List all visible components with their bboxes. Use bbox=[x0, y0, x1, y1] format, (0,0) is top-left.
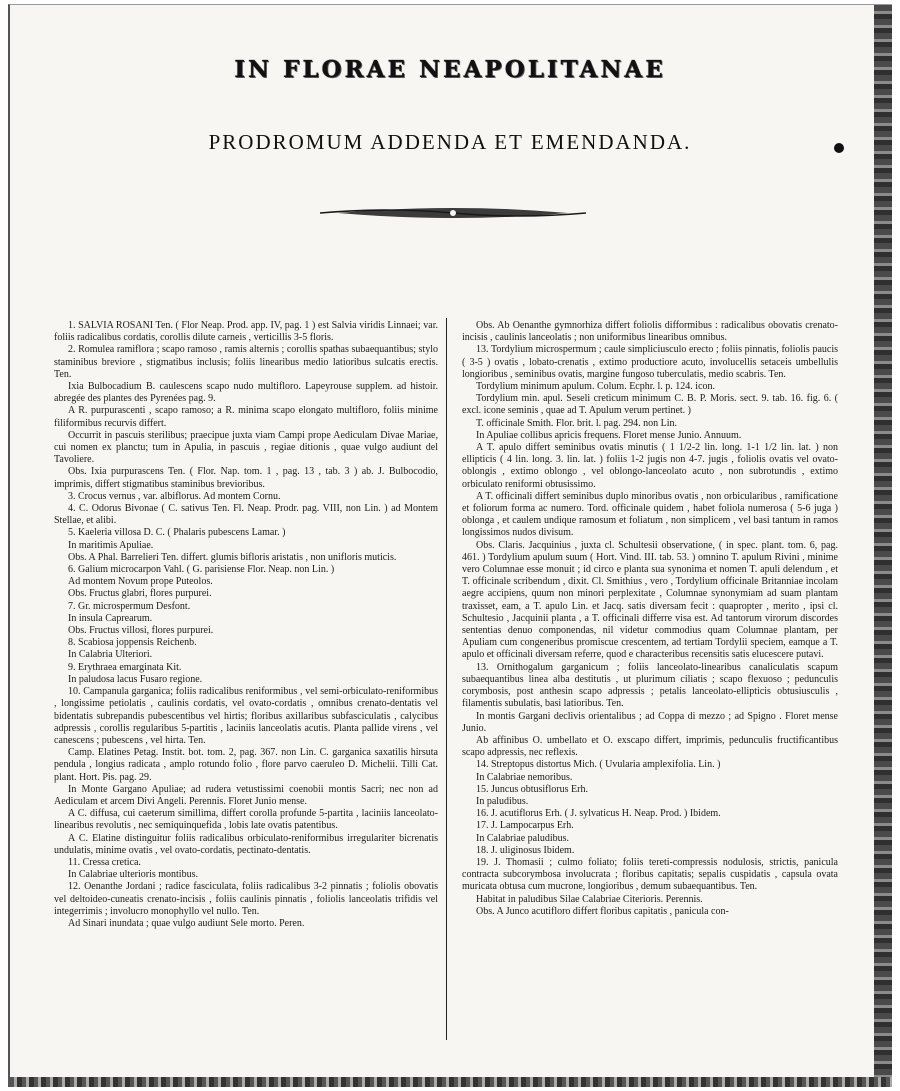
paragraph: Obs. Fructus glabri, flores purpurei. bbox=[68, 588, 212, 600]
paragraph: Tordylium min. apul. Seseli creticum minimum C. B. P. Moris. sect. 9. tab. 16. fig. 6. ( excl. icone seminis , quae ad T. Apulum verum pertinet. ) bbox=[462, 393, 838, 417]
paragraph: Obs. Fructus villosi, flores purpurei. bbox=[68, 625, 214, 637]
paragraph: Ixia Bulbocadium B. caulescens scapo nudo multifloro. Lapeyrouse supplem. ad histoir. abregée des plantes des Pyrenées pag. 9. bbox=[54, 381, 438, 405]
paragraph: 9. Erythraea emarginata Kit. bbox=[68, 661, 182, 673]
paragraph: Obs. Ab Oenanthe gymnorhiza differt foliolis difformibus : radicalibus obovatis crenato-incisis , caulinis lanceolatis ; non uniformibus linearibus omnibus. bbox=[462, 320, 838, 344]
paragraph: Obs. Ixia purpurascens Ten. ( Flor. Nap. tom. 1 , pag. 13 , tab. 3 ) ab. J. Bulbocodio, imprimis, differt stigmatibus staminibus brevioribus. bbox=[54, 466, 438, 490]
paragraph: 16. J. acutiflorus Erh. ( J. sylvaticus H. Neap. Prod. ) Ibidem. bbox=[476, 808, 721, 820]
paragraph: Obs. A Junco acutifloro differt floribus capitatis , panicula con- bbox=[476, 905, 729, 917]
paragraph: A C. Elatine distinguitur foliis radicalibus orbiculato-reniformibus irregulariter bicrenatis undulatis, minime ovatis , vel ovato-cordatis, pectinato-dentatis. bbox=[54, 832, 438, 856]
paragraph: Ab affinibus O. umbellato et O. exscapo differt, imprimis, pedunculis fructificantibus scapo adpressis, nec reflexis. bbox=[462, 734, 838, 759]
decorative-rule-ornament bbox=[318, 205, 588, 221]
paragraph: 13. Tordylium microspermum ; caule simpliciusculo erecto ; foliis pinnatis, foliolis paucis ( 3-5 ) ovatis , lobato-crenatis , extimo productiore acuto, involucellis setaceis umbellulis longioribus , seminibus ovatis, margine fungoso tuberculatis, medio scabris. Ten. bbox=[462, 344, 838, 380]
paragraph: 6. Galium microcarpon Vahl. ( G. parisiense Flor. Neap. non Lin. ) bbox=[68, 564, 335, 576]
paragraph: A R. purpurascenti , scapo ramoso; a R. minima scapo elongato multifloro, foliis minime filiformibus recurvis differt. bbox=[54, 405, 438, 429]
paragraph: 17. J. Lampocarpus Erh. bbox=[476, 820, 574, 832]
column-divider bbox=[446, 318, 447, 1040]
paragraph: Ad montem Novum prope Puteolos. bbox=[68, 576, 213, 588]
paragraph: In Calabriae paludibus. bbox=[476, 832, 570, 844]
paragraph: 18. J. uliginosus Ibidem. bbox=[476, 844, 575, 856]
paragraph: 15. Juncus obtusiflorus Erh. bbox=[476, 783, 588, 795]
paragraph: A T. apulo differt seminibus ovatis minutis ( 1 1/2-2 lin. long. 1-1 1/2 lin. lat. ) non ellipticis ( 4 lin. long. 3. lin. lat. ) foliis 1-2 jugis non 4-7. jugis , foliolis ovatis vel ovato-oblongis , extimo oblongo , vel oblongo-lanceolato acuto , non subrotundis , extimo orbiculato reniformi obtusissimo. bbox=[462, 442, 838, 490]
paragraph: Occurrit in pascuis sterilibus; praecipue juxta viam Campi prope Aediculam Divae Mariae, cui nomen ex planctu; tum in Apulia, in pascuis , regiae ditionis , quae vulgo audiunt del Tavoliere. bbox=[54, 429, 438, 466]
paragraph: In Apuliae collibus apricis frequens. Floret mense Junio. Annuum. bbox=[476, 429, 742, 441]
left-text-column bbox=[54, 320, 438, 930]
paragraph: In insula Caprearum. bbox=[68, 612, 153, 624]
paragraph: In Calabriae ulterioris montibus. bbox=[68, 869, 198, 881]
paragraph: 2. Romulea ramiflora ; scapo ramoso , ramis alternis ; corollis spathas subaequantibus; stylo staminibus breviore , stigmatibus inclusis; foliis linearibus medio latioribus sulcatis erectis. Ten. bbox=[54, 344, 438, 380]
paragraph: 7. Gr. microspermum Desfont. bbox=[68, 600, 191, 612]
paragraph: Obs. Claris. Jacquinius , juxta cl. Schultesii observatione, ( in spec. plant. tom. 6, pag. 461. ) Tordylium apulum suum ( Hort. Vind. III. tab. 53. ) omnino T. apulum Rivini , minime vero Columnae esse monuit ; id circo e planta sua synonima et nomen T. apuli delendum , et T. officinale scribendum , dixit. Cl. Smithius , vero , Tordylium officinale Britanniae incolam aegre accipiens, quum non minori perplexitate , Columnae synonymiam ad suam plantam traxisset, eam, a T. apulo Lin. et Jacq. satis diversam fecit : quapropter , merito , ipsi cl. Schultesio , Jacquinii planta , a T. officinali differre visa est. Ad tantorum virorum discordes sententias denuo componendas, nil videtur commodius quam Columnae plantam, per Apuliam cum congeneribus promiscue crescentem, ad tertiam Tordylii speciem, eamque a T. apulo et officinali diversam referre, quod e characteribus recensitis satis elucescere putavi. bbox=[462, 539, 838, 661]
right-text-column bbox=[462, 320, 838, 918]
paragraph: Obs. A Phal. Barrelieri Ten. differt. glumis bifloris aristatis , non unifloris muticis. bbox=[68, 551, 397, 563]
paragraph: In montis Gargani declivis orientalibus ; ad Coppa di mezzo ; ad Spigno . Floret mense Junio. bbox=[462, 710, 838, 734]
paragraph: A C. diffusa, cui caeterum simillima, differt corolla profunde 5-partita , laciniis lanceolato-linearibus revolutis , nec semiquinquefida , lobis late ovatis patentibus. bbox=[54, 808, 438, 832]
paragraph: 12. Oenanthe Jordani ; radice fasciculata, foliis radicalibus 3-2 pinnatis ; foliolis obovatis vel deltoideo-cuneatis crenato-incisis , foliis caulinis pinnatis , foliolis lanceolatis trifidis vel integerrimis ; involucro monophyllo vel nullo. Ten. bbox=[54, 881, 438, 917]
paragraph: In maritimis Apuliae. bbox=[68, 539, 154, 551]
paragraph: In Monte Gargano Apuliae; ad rudera vetustissimi coenobii montis Sacri; nec non ad Aediculam et arcem Divi Angeli. Perennis. Floret Junio mense. bbox=[54, 783, 438, 807]
ink-blot bbox=[834, 143, 844, 153]
paragraph: 13. Ornithogalum garganicum ; foliis lanceolato-linearibus canaliculatis scapum subaequantibus linea alba destitutis , ut plurimum ciliatis ; scapo flexuoso ; pedunculis corymbosis, post anthesin scapo adpressis ; petalis lanceolato-ellipticis obtusiusculis , filamentis subulatis, basi latioribus. Ten. bbox=[462, 661, 838, 710]
paragraph: 8. Scabiosa joppensis Reichenb. bbox=[68, 637, 197, 649]
paragraph: A T. officinali differt seminibus duplo minoribus ovatis , non orbicularibus , ramificatione et foliorum forma ac numero. Tord. officinale quidem , habet foliola numerosa ( 5-6 juga ) oblonga , et caulem undique ramosum et foliatum , non simplicem , vel basi tantum in ramos longissimos nudos divisum. bbox=[462, 490, 838, 539]
paragraph: 5. Kaeleria villosa D. C. ( Phalaris pubescens Lamar. ) bbox=[68, 527, 286, 539]
paragraph: In paludibus. bbox=[476, 795, 529, 807]
paragraph: Tordylium minimum apulum. Colum. Ecphr. l. p. 124. icon. bbox=[476, 381, 716, 393]
paragraph: 14. Streptopus distortus Mich. ( Uvularia amplexifolia. Lin. ) bbox=[476, 759, 721, 771]
page-edge-shadow bbox=[874, 5, 892, 1087]
paragraph: 1. SALVIA ROSANI Ten. ( Flor Neap. Prod. app. IV, pag. 1 ) est Salvia viridis Linnaei; var. foliis radicalibus cordatis, corollis dilute carneis , verticillis 3-5 floris. bbox=[54, 320, 438, 344]
paragraph: 11. Cressa cretica. bbox=[68, 856, 141, 868]
paragraph: In paludosa lacus Fusaro regione. bbox=[68, 673, 203, 685]
paragraph: Camp. Elatines Petag. Instit. bot. tom. 2, pag. 367. non Lin. C. garganica saxatilis hirsuta pendula , longius radicata , amplo rotundo folio , flore parvo caeruleo D. Michelii. Tilli Cat. plant. Hort. Pis. pag. 29. bbox=[54, 747, 438, 783]
paragraph: In Calabriae nemoribus. bbox=[476, 771, 573, 783]
paragraph: 10. Campanula garganica; foliis radicalibus reniformibus , vel semi-orbiculato-reniformibus , longissime petiolatis , caulinis cordatis, vel ovato-cordatis , omnibus crenato-dentatis vel bidentatis subrepandis pubescentibus vel hirtis; floribus axillaribus subfasciculatis , calycibus adpressis , corollis regularibus 5-partitis , laciniis lanceolatis acutis. Planta pallide virens , vel canescens ; pubescens , vel hirta. Ten. bbox=[54, 686, 438, 746]
paragraph: T. officinale Smith. Flor. brit. l. pag. 294. non Lin. bbox=[476, 417, 678, 429]
paragraph: Ad Sinari inundata ; quae vulgo audiunt Sele morto. Peren. bbox=[68, 917, 305, 929]
page-subtitle: PRODROMUM ADDENDA ET EMENDANDA. bbox=[208, 130, 692, 154]
page-title: IN FLORAE NEAPOLITANAE bbox=[234, 56, 666, 83]
paragraph: 3. Crocus vernus , var. albiflorus. Ad montem Cornu. bbox=[68, 490, 281, 502]
paragraph: 19. J. Thomasii ; culmo foliato; foliis tereti-compressis nodulosis, strictis, panicula contracta subcorymbosa involucrata ; floribus capitatis; sepalis cuspidatis , capsula ovata muricata obtusa cum mucrone, longioribus , demum subaequantibus. Ten. bbox=[462, 856, 838, 893]
paragraph: Habitat in paludibus Silae Calabriae Citerioris. Perennis. bbox=[476, 893, 703, 905]
paragraph: 4. C. Odorus Bivonae ( C. sativus Ten. Fl. Neap. Prodr. pag. VIII, non Lin. ) ad Montem Stellae, et alibi. bbox=[54, 503, 438, 527]
page-bottom-edge bbox=[10, 1077, 892, 1087]
paragraph: In Calabria Ulteriori. bbox=[68, 649, 153, 661]
